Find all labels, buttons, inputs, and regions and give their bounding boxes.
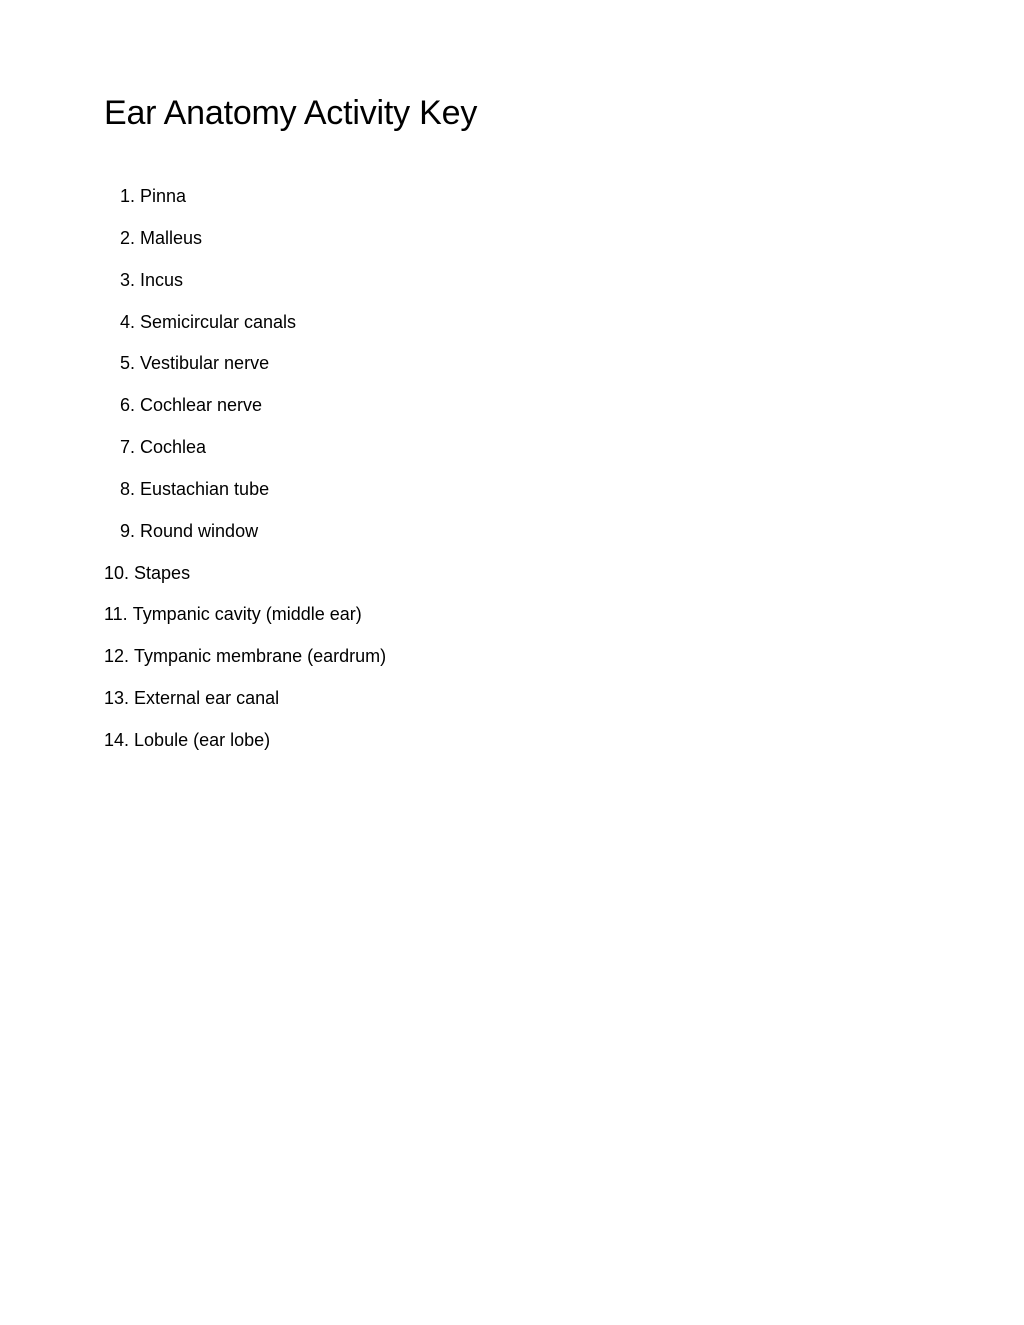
item-label: Cochlear nerve	[140, 395, 263, 416]
page-title: Ear Anatomy Activity Key	[104, 94, 478, 132]
item-label: Eustachian tube	[140, 478, 270, 499]
item-number: 5.	[119, 353, 135, 374]
item-label: External ear canal	[134, 688, 280, 709]
item-number: 9.	[119, 520, 135, 541]
item-label: Malleus	[140, 227, 203, 248]
list-item	[104, 602, 386, 644]
item-label: Cochlea	[140, 437, 207, 458]
item-number: 4.	[119, 311, 135, 332]
list-item	[104, 477, 386, 519]
item-number: 12.	[104, 646, 130, 667]
list-item	[104, 351, 386, 393]
item-number: 7.	[119, 437, 135, 458]
list-item	[104, 435, 386, 477]
list-item	[104, 226, 386, 268]
item-number: 2.	[119, 227, 135, 248]
list-item	[104, 728, 386, 770]
item-number: 8.	[119, 478, 135, 499]
item-number: 1.	[119, 186, 135, 206]
item-label: Round window	[140, 520, 259, 541]
item-label: Incus	[140, 269, 184, 290]
list-item	[104, 310, 386, 352]
item-label: Vestibular nerve	[140, 353, 270, 374]
answer-key-list	[104, 184, 386, 770]
item-number: 11.	[104, 604, 128, 625]
item-label: Pinna	[140, 186, 187, 206]
list-item	[104, 686, 386, 728]
item-number: 10.	[104, 562, 130, 583]
item-label: Semicircular canals	[140, 311, 297, 332]
list-item	[104, 393, 386, 435]
item-label: Tympanic cavity (middle ear)	[132, 604, 362, 625]
list-item	[104, 561, 386, 603]
list-item	[104, 519, 386, 561]
item-label: Stapes	[134, 562, 191, 583]
item-label: Tympanic membrane (eardrum)	[134, 646, 387, 667]
list-item	[104, 184, 386, 226]
item-number: 14.	[104, 729, 130, 750]
item-number: 6.	[119, 395, 135, 416]
list-item	[104, 268, 386, 310]
item-number: 13.	[104, 688, 130, 709]
list-item	[104, 644, 386, 686]
item-number: 3.	[119, 269, 135, 290]
item-label: Lobule (ear lobe)	[134, 729, 271, 750]
